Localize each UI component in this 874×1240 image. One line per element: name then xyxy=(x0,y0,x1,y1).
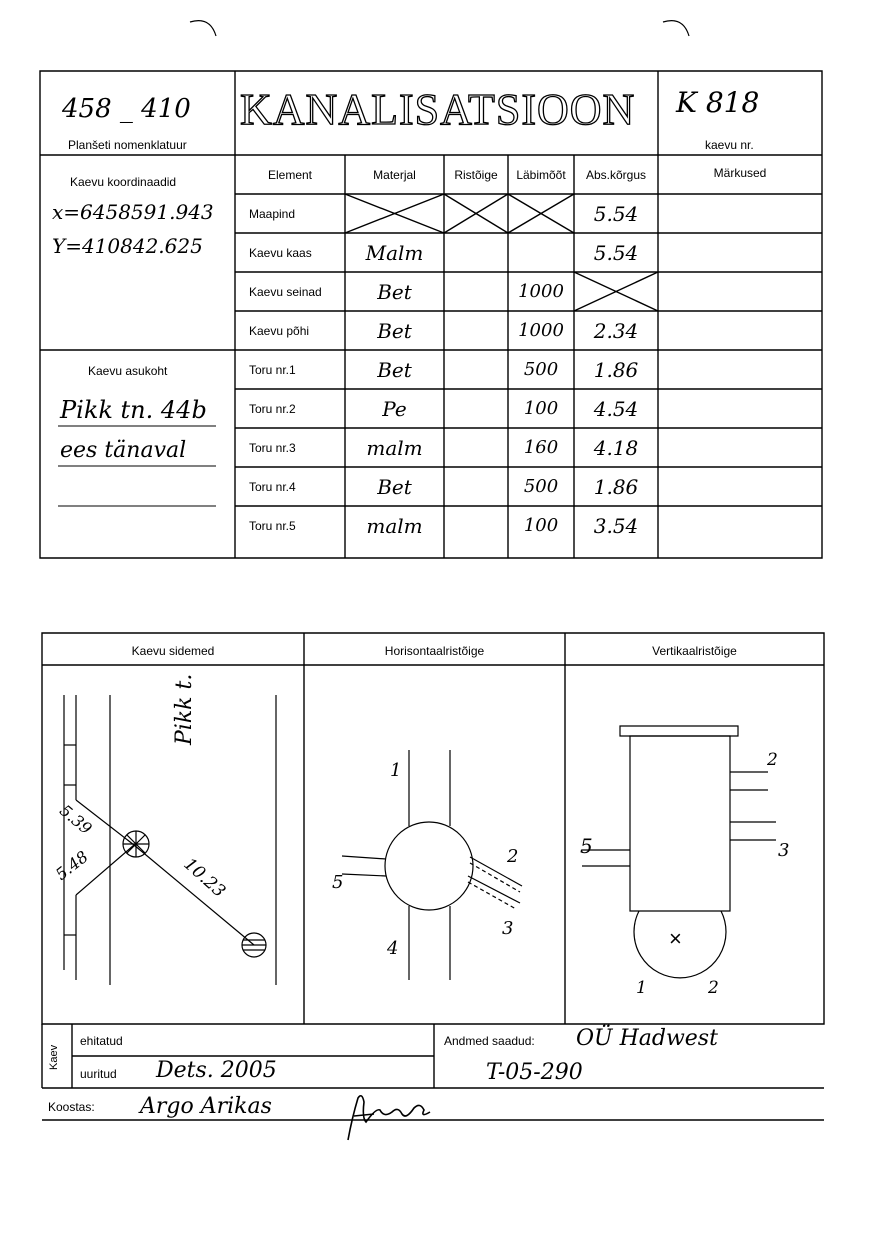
nomenclature-value: 458 _ 410 xyxy=(62,94,191,124)
side-label: Kaev xyxy=(48,1044,60,1070)
location-label: Kaevu asukoht xyxy=(88,364,168,378)
page-title: KANALISATSIOON xyxy=(240,85,636,134)
table-row-element: Kaevu põhi xyxy=(249,323,310,338)
table-row-elevation: 3.54 xyxy=(593,513,639,538)
table-row-element: Toru nr.5 xyxy=(249,518,296,533)
h-pipe-2-label: 2 xyxy=(507,846,519,867)
header-cross-section: Ristõige xyxy=(454,167,498,182)
coordinates-label: Kaevu koordinaadid xyxy=(70,175,177,189)
v-pipe-3-label: 3 xyxy=(778,840,790,861)
table-row-element: Toru nr.2 xyxy=(249,401,296,416)
table-row-diameter: 1000 xyxy=(518,281,564,302)
table-row-diameter: 100 xyxy=(523,515,559,536)
header-material: Materjal xyxy=(373,167,416,182)
table-row-material: malm xyxy=(366,513,423,538)
table-row-material: Malm xyxy=(365,240,424,265)
table-row-element: Toru nr.4 xyxy=(249,479,296,494)
data-source-label: Andmed saadud: xyxy=(444,1034,535,1048)
header-element: Element xyxy=(267,167,313,182)
table-row-material: malm xyxy=(366,435,423,460)
table-row-elevation: 5.54 xyxy=(593,240,639,265)
table-row-element: Toru nr.1 xyxy=(249,362,296,377)
nomenclature-label: Planšeti nomenklatuur xyxy=(68,138,187,152)
v-pipe-2-label: 2 xyxy=(767,750,778,770)
h-pipe-4-label: 4 xyxy=(387,938,399,959)
table-row-element: Kaevu kaas xyxy=(249,245,312,260)
h-pipe-5-label: 5 xyxy=(332,872,344,893)
horizontal-section-label: Horisontaalristõige xyxy=(384,644,485,658)
compiled-value: Argo Arikas xyxy=(140,1094,272,1119)
built-label: ehitatud xyxy=(80,1034,123,1048)
vertical-section-label: Vertikaalristõige xyxy=(652,644,737,658)
table-row-diameter: 500 xyxy=(523,359,559,380)
signature xyxy=(340,1088,440,1148)
table-row-elevation: 1.86 xyxy=(593,474,639,499)
table-row-material: Bet xyxy=(377,357,412,382)
table-row-material: Bet xyxy=(377,279,412,304)
v-bottom-1-label: 1 xyxy=(636,978,647,998)
table-row-element: Kaevu seinad xyxy=(249,284,322,299)
header-remarks: Märkused xyxy=(713,166,767,180)
data-source-value: OÜ Hadwest xyxy=(576,1026,718,1051)
h-pipe-3-label: 3 xyxy=(502,918,514,939)
well-number: K 818 xyxy=(676,86,760,119)
horizontal-section-sketch xyxy=(342,750,522,980)
table-row-diameter: 160 xyxy=(523,437,559,458)
table-row-elevation: 4.18 xyxy=(593,435,639,460)
table-row-elevation: 1.86 xyxy=(593,357,639,382)
table-row-element: Toru nr.3 xyxy=(249,440,296,455)
h-pipe-1-label: 1 xyxy=(390,760,402,781)
v-bottom-2-label: 2 xyxy=(708,978,719,998)
compiled-label: Koostas: xyxy=(48,1100,95,1114)
location-line-2: ees tänaval xyxy=(60,438,187,463)
coordinate-y: Y=410842.625 xyxy=(52,234,203,258)
header-elevation: Abs.kõrgus xyxy=(585,167,647,182)
v-center-mark: × xyxy=(669,926,682,951)
distance-3: 10.23 xyxy=(179,854,230,902)
table-row-diameter: 1000 xyxy=(518,320,564,341)
lower-diagram-grid xyxy=(0,600,874,1160)
table-row-diameter: 500 xyxy=(523,476,559,497)
well-number-label: kaevu nr. xyxy=(705,138,754,152)
surveyed-value: Dets. 2005 xyxy=(156,1058,277,1083)
table-row-elevation: 5.54 xyxy=(593,201,639,226)
data-source-number: T-05-290 xyxy=(486,1060,583,1085)
table-row-element: Maapind xyxy=(249,206,296,221)
surveyed-label: uuritud xyxy=(80,1067,117,1081)
table-row-elevation: 4.54 xyxy=(593,396,639,421)
table-row-material: Bet xyxy=(377,474,412,499)
coordinate-x: x=6458591.943 xyxy=(52,200,214,224)
connections-label: Kaevu sidemed xyxy=(131,644,215,658)
table-row-diameter: 100 xyxy=(523,398,559,419)
connections-sketch xyxy=(64,695,276,985)
table-row-material: Pe xyxy=(382,396,407,421)
distance-1: 5.39 xyxy=(56,800,96,839)
header-diameter: Läbimõõt xyxy=(516,167,566,182)
table-row-material: Bet xyxy=(377,318,412,343)
v-pipe-5-label: 5 xyxy=(580,834,593,858)
table-row-elevation: 2.34 xyxy=(593,318,639,343)
street-label: Pikk t. xyxy=(172,673,197,745)
location-line-1: Pikk tn. 44b xyxy=(60,396,207,424)
distance-2: 5.48 xyxy=(51,847,92,884)
